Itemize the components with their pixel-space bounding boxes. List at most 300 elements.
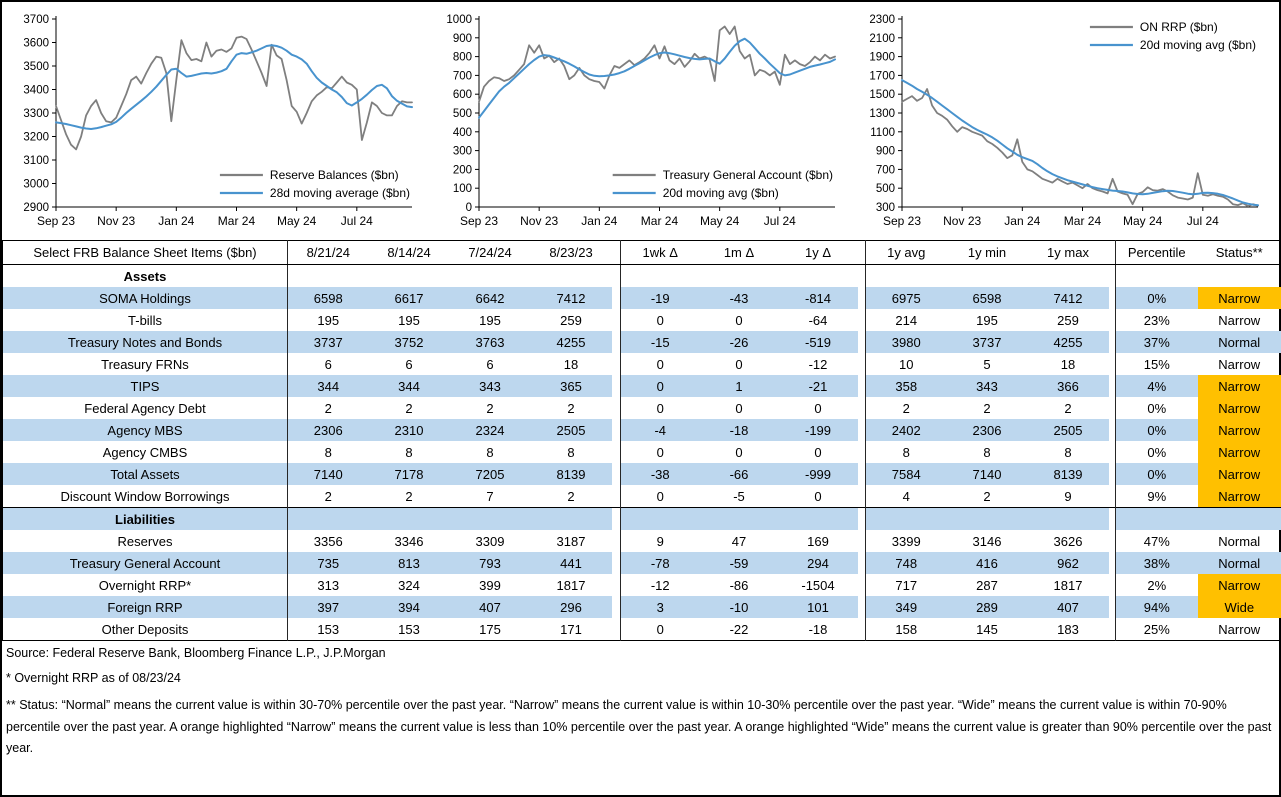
status-cell: Narrow — [1198, 574, 1281, 596]
row-label: SOMA Holdings — [3, 287, 288, 309]
value-cell — [450, 265, 531, 288]
spacer-cell — [612, 353, 621, 375]
value-cell: -64 — [808, 312, 828, 328]
status-cell — [1198, 265, 1281, 288]
section-row — [3, 508, 1281, 531]
percentile-cell: 94% — [1116, 596, 1198, 618]
chart-treasury-general-account — [429, 7, 852, 237]
value-cell — [866, 265, 947, 288]
value-cell: 47 — [731, 533, 747, 549]
x-axis-tick-label: Jul 24 — [763, 214, 796, 228]
row-label: Overnight RRP* — [98, 577, 192, 593]
value-cell — [531, 265, 612, 288]
value-cell: 0 — [621, 375, 700, 397]
value-cell: 8 — [486, 444, 494, 460]
column-header: 8/21/24 — [288, 241, 369, 265]
column-header: 8/14/24 — [369, 241, 450, 265]
value-cell — [288, 508, 369, 531]
section-row — [3, 265, 1281, 288]
value-cell: 18 — [1060, 356, 1076, 372]
spacer-cell — [612, 309, 621, 331]
value-cell — [369, 508, 450, 531]
x-axis-tick-label: Jul 24 — [340, 214, 373, 228]
value-cell: -1504 — [801, 577, 835, 593]
value-cell: 0 — [621, 485, 700, 508]
value-cell: 407 — [1028, 596, 1109, 618]
value-cell: 2306 — [288, 419, 369, 441]
spacer-cell — [1109, 508, 1116, 531]
y-axis-tick-label: 1900 — [869, 51, 895, 64]
percentile-cell: 9% — [1116, 485, 1198, 508]
spacer-cell — [858, 309, 866, 331]
legend-label: 20d moving avg ($bn) — [1139, 38, 1256, 52]
value-cell: 407 — [450, 596, 531, 618]
spacer-cell — [1109, 552, 1116, 574]
value-cell: 153 — [398, 621, 420, 637]
spacer-cell — [1109, 463, 1116, 485]
spacer-cell — [858, 530, 866, 552]
value-cell: 6617 — [369, 287, 450, 309]
value-cell: -18 — [808, 621, 828, 637]
on-rrp-line-chart — [852, 7, 1275, 235]
value-cell: 214 — [866, 309, 947, 331]
value-cell: 3737 — [288, 331, 369, 353]
column-header: 1y max — [1028, 241, 1109, 265]
value-cell: 748 — [866, 552, 947, 574]
value-cell: 9 — [621, 530, 700, 552]
spacer-cell — [1109, 485, 1116, 508]
table-row — [3, 353, 1281, 375]
value-cell: 3626 — [1053, 533, 1083, 549]
value-cell: 2310 — [369, 419, 450, 441]
table-header-row — [3, 241, 1281, 265]
spacer-cell — [1109, 441, 1116, 463]
table-row — [3, 397, 1281, 419]
value-cell: 169 — [807, 533, 829, 549]
series-raw-line — [479, 27, 835, 102]
value-cell: 145 — [976, 621, 998, 637]
legend-label: ON RRP ($bn) — [1139, 20, 1218, 34]
value-cell: 8 — [1064, 444, 1072, 460]
row-label: Other Deposits — [101, 621, 189, 637]
value-cell: 18 — [563, 356, 579, 372]
series-raw-line — [56, 37, 412, 150]
status-cell: Narrow — [1198, 463, 1281, 485]
value-cell: 171 — [560, 621, 582, 637]
value-cell: 3309 — [475, 533, 505, 549]
row-label: Treasury Notes and Bonds — [3, 331, 288, 353]
spacer-cell — [1109, 265, 1116, 288]
y-axis-tick-label: 800 — [452, 51, 472, 64]
y-axis-tick-label: 900 — [452, 32, 472, 45]
spacer-cell — [858, 419, 866, 441]
value-cell: -12 — [621, 574, 700, 596]
spacer-cell — [1109, 353, 1116, 375]
row-label: Agency CMBS — [102, 444, 188, 460]
spacer-cell — [612, 618, 621, 641]
value-cell: 4 — [866, 485, 947, 508]
value-cell: -43 — [700, 287, 779, 309]
status-cell: Narrow — [1198, 485, 1281, 508]
value-cell: 195 — [288, 309, 369, 331]
percentile-cell: 0% — [1116, 419, 1198, 441]
table-row — [3, 309, 1281, 331]
value-cell: 8139 — [531, 463, 612, 485]
value-cell: 2 — [405, 488, 413, 504]
percentile-cell: 0% — [1116, 463, 1198, 485]
y-axis-tick-label: 1300 — [869, 108, 895, 120]
spacer-cell — [1109, 331, 1116, 353]
value-cell: -199 — [779, 419, 858, 441]
value-cell: 259 — [560, 312, 582, 328]
chart-reserve-balances — [6, 7, 429, 237]
value-cell — [531, 508, 612, 531]
column-header: 1m Δ — [700, 241, 779, 265]
x-axis-tick-label: Nov 23 — [943, 214, 982, 228]
value-cell: 366 — [1028, 375, 1109, 397]
value-cell: 0 — [735, 312, 743, 328]
spacer-cell — [612, 485, 621, 508]
spacer-cell — [1109, 309, 1116, 331]
value-cell: 735 — [288, 552, 369, 574]
footnotes — [2, 641, 1279, 759]
column-header: 8/23/23 — [531, 241, 612, 265]
column-header: 1y avg — [866, 241, 947, 265]
value-cell: 2306 — [947, 419, 1028, 441]
spacer-cell — [612, 265, 621, 288]
value-cell: 0 — [735, 444, 743, 460]
value-cell: 3980 — [866, 331, 947, 353]
table-row — [3, 618, 1281, 641]
y-axis-tick-label: 1500 — [869, 89, 895, 102]
spacer-cell — [612, 375, 621, 397]
column-header: 7/24/24 — [450, 241, 531, 265]
value-cell: 2505 — [1028, 419, 1109, 441]
value-cell: 195 — [976, 312, 998, 328]
x-axis-tick-label: May 24 — [699, 214, 740, 228]
spacer-cell — [612, 419, 621, 441]
treasury-general-account-line-chart — [429, 7, 852, 235]
value-cell: -519 — [779, 331, 858, 353]
legend-label: Reserve Balances ($bn) — [269, 168, 399, 182]
row-label: Agency MBS — [3, 419, 288, 441]
value-cell: 294 — [779, 552, 858, 574]
y-axis-tick-label: 3500 — [23, 61, 49, 73]
value-cell: 3 — [621, 596, 700, 618]
table-row — [3, 463, 1281, 485]
source-note: Source: Federal Reserve Bank, Bloomberg Finance L.P., J.P.Morgan — [6, 646, 386, 660]
value-cell: 183 — [1057, 621, 1079, 637]
spacer-cell — [858, 485, 866, 508]
percentile-cell: 15% — [1116, 353, 1198, 375]
value-cell: 1817 — [1053, 577, 1083, 593]
value-cell — [1028, 508, 1109, 531]
value-cell: 8 — [288, 441, 369, 463]
status-cell: Narrow — [1198, 441, 1281, 463]
table-row — [3, 552, 1281, 574]
spacer-cell — [1109, 574, 1116, 596]
table-row — [3, 419, 1281, 441]
column-header: 1y Δ — [779, 241, 858, 265]
status-cell: Normal — [1218, 533, 1261, 549]
row-label: TIPS — [3, 375, 288, 397]
value-cell: 1817 — [556, 577, 586, 593]
value-cell: 2324 — [450, 419, 531, 441]
column-header: Percentile — [1116, 241, 1198, 265]
y-axis-tick-label: 1000 — [446, 14, 472, 26]
y-axis-tick-label: 2100 — [869, 32, 895, 45]
value-cell: 2 — [405, 400, 413, 416]
value-cell — [947, 265, 1028, 288]
y-axis-tick-label: 3600 — [23, 37, 49, 50]
value-cell: 793 — [450, 552, 531, 574]
value-cell: 6598 — [288, 287, 369, 309]
spacer-cell — [858, 265, 866, 288]
status-definition-note: ** Status: “Normal” means the current value is within 30-70% percentile over the past year. “Narrow” means the current value is within 10-30% percentile over the past year. “Wide” means the current value is within 70-90% percentile over the past year. A orange highlighted “Narrow” means the current value is less than 10% percentile over the past year. A orange highlighted “Wide” means the current value is greater than 90% percentile over the past year. — [6, 698, 1272, 755]
value-cell: 3763 — [450, 331, 531, 353]
status-cell: Narrow — [1198, 375, 1281, 397]
value-cell: 717 — [866, 574, 947, 596]
value-cell: 441 — [531, 552, 612, 574]
spacer-cell — [858, 618, 866, 641]
value-cell: 324 — [398, 577, 420, 593]
value-cell: 3399 — [866, 530, 947, 552]
value-cell: -5 — [733, 488, 745, 504]
value-cell: -21 — [779, 375, 858, 397]
spacer-cell — [858, 331, 866, 353]
value-cell — [700, 265, 779, 288]
value-cell: 8 — [405, 444, 413, 460]
value-cell: 0 — [814, 488, 822, 504]
value-cell: 3752 — [369, 331, 450, 353]
column-header: 1y min — [947, 241, 1028, 265]
y-axis-tick-label: 0 — [465, 202, 472, 214]
status-cell: Normal — [1198, 331, 1281, 353]
value-cell: -59 — [700, 552, 779, 574]
spacer-cell — [612, 463, 621, 485]
legend-label: Treasury General Account ($bn) — [662, 168, 833, 182]
table-row — [3, 485, 1281, 508]
value-cell: 6 — [288, 353, 369, 375]
value-cell — [866, 508, 947, 531]
value-cell: 344 — [369, 375, 450, 397]
row-label: Liabilities — [3, 508, 288, 531]
spacer-cell — [1109, 375, 1116, 397]
x-axis-tick-label: Nov 23 — [520, 214, 559, 228]
spacer-cell — [612, 331, 621, 353]
value-cell: 2 — [866, 397, 947, 419]
spacer-cell — [1109, 241, 1116, 265]
x-axis-tick-label: Sep 23 — [882, 214, 922, 228]
balance-sheet-table — [2, 240, 1281, 641]
x-axis-tick-label: Nov 23 — [97, 214, 136, 228]
row-label: Treasury General Account — [3, 552, 288, 574]
spacer-cell — [858, 287, 866, 309]
value-cell: 349 — [866, 596, 947, 618]
value-cell: 2 — [288, 397, 369, 419]
x-axis-tick-label: Mar 24 — [1063, 214, 1102, 228]
value-cell: 7178 — [369, 463, 450, 485]
percentile-cell: 37% — [1116, 331, 1198, 353]
column-header: 1wk Δ — [621, 241, 700, 265]
table-row — [3, 441, 1281, 463]
value-cell: 7205 — [450, 463, 531, 485]
x-axis-tick-label: Jan 24 — [581, 214, 618, 228]
percentile-cell — [1116, 265, 1198, 288]
spacer-cell — [858, 552, 866, 574]
row-label: T-bills — [128, 312, 162, 328]
value-cell: 8139 — [1028, 463, 1109, 485]
value-cell — [779, 508, 858, 531]
value-cell: -18 — [700, 419, 779, 441]
value-cell: -78 — [621, 552, 700, 574]
value-cell: 0 — [621, 618, 700, 641]
y-axis-tick-label: 200 — [452, 164, 472, 177]
value-cell — [779, 265, 858, 288]
value-cell: 3346 — [394, 533, 424, 549]
value-cell — [450, 508, 531, 531]
value-cell: 365 — [531, 375, 612, 397]
value-cell: 6598 — [947, 287, 1028, 309]
value-cell: 289 — [947, 596, 1028, 618]
status-cell: Wide — [1198, 596, 1281, 618]
x-axis-tick-label: Mar 24 — [217, 214, 256, 228]
spacer-cell — [1109, 618, 1116, 641]
y-axis-tick-label: 400 — [452, 126, 472, 139]
value-cell: 7 — [486, 488, 494, 504]
value-cell: 2505 — [531, 419, 612, 441]
percentile-cell: 38% — [1116, 552, 1198, 574]
percentile-cell: 0% — [1116, 287, 1198, 309]
table-row — [3, 331, 1281, 353]
spacer-cell — [1109, 287, 1116, 309]
spacer-cell — [1109, 596, 1116, 618]
percentile-cell: 2% — [1116, 574, 1198, 596]
percentile-cell: 23% — [1116, 309, 1198, 331]
series-moving-avg-line — [56, 45, 412, 129]
value-cell: -22 — [729, 621, 749, 637]
chart-on-rrp — [852, 7, 1275, 237]
value-cell: 2 — [567, 400, 575, 416]
row-label: Assets — [123, 268, 167, 284]
y-axis-tick-label: 900 — [875, 145, 895, 158]
value-cell: 2 — [983, 400, 991, 416]
value-cell: 175 — [479, 621, 501, 637]
charts-row — [2, 2, 1279, 237]
y-axis-tick-label: 3400 — [23, 84, 49, 97]
status-cell: Narrow — [1218, 356, 1261, 372]
spacer-cell — [858, 397, 866, 419]
value-cell: -86 — [729, 577, 749, 593]
spacer-cell — [612, 241, 621, 265]
x-axis-tick-label: Jul 24 — [1186, 214, 1219, 228]
row-label: Treasury FRNs — [101, 356, 189, 372]
value-cell: -814 — [779, 287, 858, 309]
status-cell — [1198, 508, 1281, 531]
y-axis-tick-label: 700 — [452, 70, 472, 83]
status-cell: Narrow — [1218, 312, 1261, 328]
value-cell: 7140 — [947, 463, 1028, 485]
x-axis-tick-label: Jan 24 — [1004, 214, 1041, 228]
column-header: Status** — [1198, 241, 1281, 265]
percentile-cell: 25% — [1116, 618, 1198, 641]
spacer-cell — [858, 441, 866, 463]
spacer-cell — [858, 508, 866, 531]
value-cell: 2 — [288, 485, 369, 508]
value-cell: -15 — [621, 331, 700, 353]
value-cell: 8 — [567, 444, 575, 460]
value-cell: 195 — [398, 312, 420, 328]
spacer-cell — [858, 463, 866, 485]
x-axis-tick-label: Sep 23 — [459, 214, 499, 228]
value-cell: 6975 — [866, 287, 947, 309]
value-cell: 2402 — [866, 419, 947, 441]
value-cell: 6 — [405, 356, 413, 372]
legend-label: 28d moving average ($bn) — [269, 186, 410, 200]
value-cell: 8 — [866, 441, 947, 463]
value-cell: 3737 — [947, 331, 1028, 353]
value-cell — [947, 508, 1028, 531]
spacer-cell — [858, 241, 866, 265]
value-cell: 358 — [866, 375, 947, 397]
value-cell: 313 — [288, 574, 369, 596]
status-cell: Normal — [1198, 552, 1281, 574]
value-cell: -999 — [779, 463, 858, 485]
y-axis-tick-label: 3100 — [23, 155, 49, 167]
value-cell: 0 — [621, 397, 700, 419]
row-label: Discount Window Borrowings — [60, 488, 230, 504]
y-axis-tick-label: 100 — [452, 183, 472, 196]
spacer-cell — [612, 596, 621, 618]
value-cell: 7140 — [288, 463, 369, 485]
value-cell: 343 — [450, 375, 531, 397]
spacer-cell — [612, 441, 621, 463]
y-axis-tick-label: 500 — [452, 108, 472, 120]
value-cell: 1 — [700, 375, 779, 397]
value-cell: 8 — [983, 444, 991, 460]
y-axis-tick-label: 1100 — [870, 126, 895, 139]
y-axis-tick-label: 500 — [875, 183, 895, 196]
value-cell: 7412 — [1028, 287, 1109, 309]
y-axis-tick-label: 3300 — [23, 108, 49, 120]
x-axis-tick-label: May 24 — [1122, 214, 1163, 228]
x-axis-tick-label: Mar 24 — [640, 214, 679, 228]
value-cell — [288, 265, 369, 288]
value-cell: 962 — [1028, 552, 1109, 574]
value-cell: -12 — [808, 356, 828, 372]
y-axis-tick-label: 2300 — [869, 14, 895, 26]
value-cell: 2 — [486, 400, 494, 416]
value-cell: 259 — [1057, 312, 1079, 328]
table-row — [3, 375, 1281, 397]
y-axis-tick-label: 3700 — [23, 14, 49, 26]
value-cell: 158 — [866, 618, 947, 641]
spacer-cell — [612, 508, 621, 531]
value-cell — [621, 508, 700, 531]
legend-label: 20d moving avg ($bn) — [662, 186, 779, 200]
value-cell: 3187 — [556, 533, 586, 549]
value-cell: -66 — [700, 463, 779, 485]
reserve-balances-line-chart — [6, 7, 429, 235]
spacer-cell — [858, 596, 866, 618]
value-cell: -4 — [621, 419, 700, 441]
table-row — [3, 287, 1281, 309]
value-cell: 416 — [947, 552, 1028, 574]
value-cell: 0 — [621, 441, 700, 463]
value-cell: 0 — [621, 309, 700, 331]
spacer-cell — [1109, 530, 1116, 552]
value-cell: 10 — [866, 353, 947, 375]
